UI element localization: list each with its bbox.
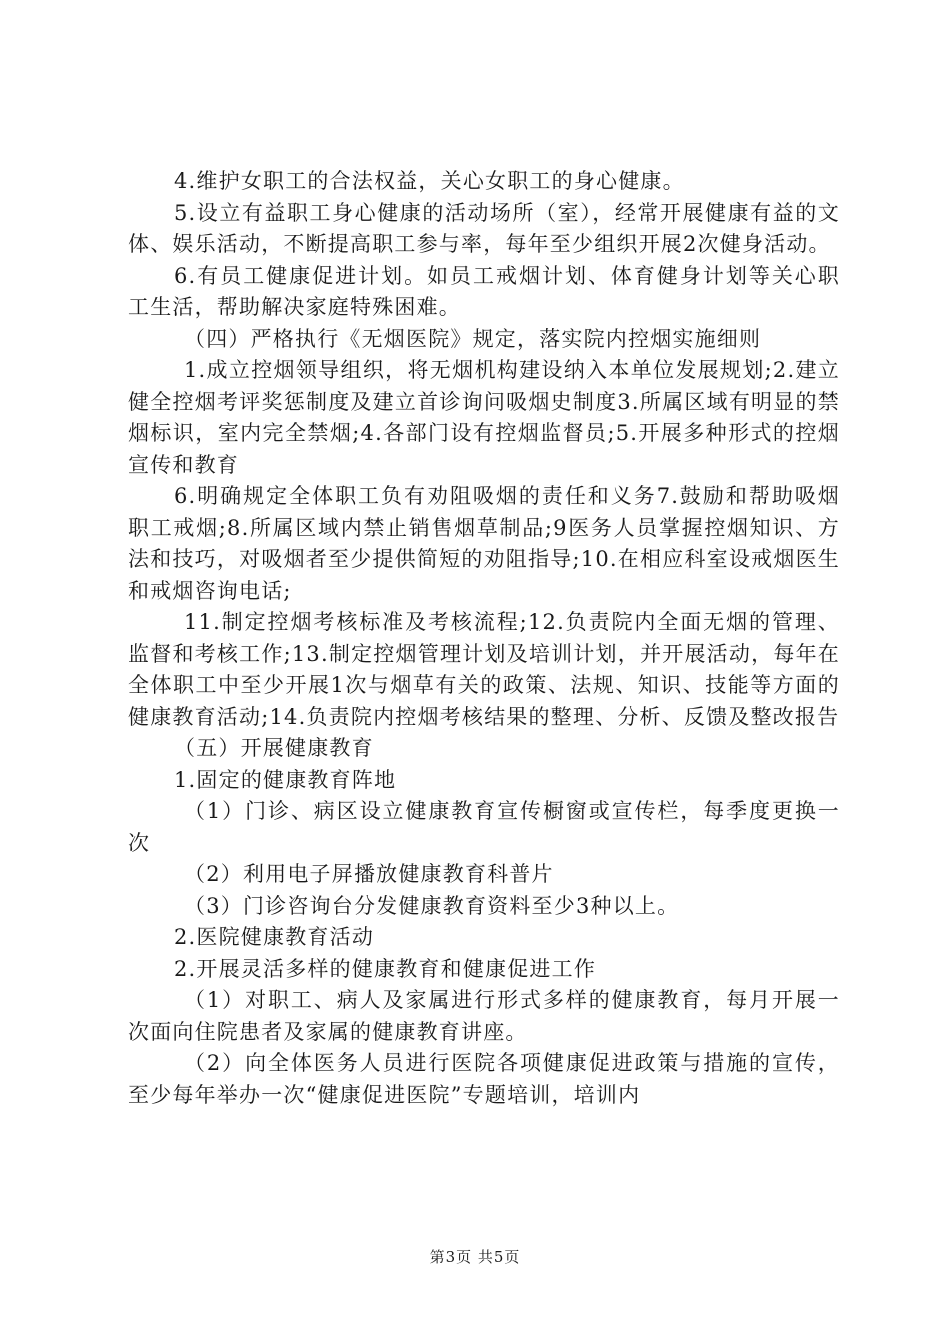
paragraph: 2.医院健康教育活动: [174, 925, 375, 949]
section-heading: （四）严格执行《无烟医院》规定，落实院内控烟实施细则: [184, 326, 762, 351]
paragraph: 4.维护女职工的合法权益，关心女职工的身心健康。: [174, 169, 685, 193]
paragraph: 6.明确规定全体职工负有劝阻吸烟的责任和义务7.鼓励和帮助吸烟职工戒烟;8.所属区域内禁止销售烟草制品;9医务人员掌握控烟知识、方法和技巧，对吸烟者至少提供简短的劝阻指导;10.在相应科室设戒烟医生和戒烟咨询电话;: [128, 484, 840, 603]
page-number-footer: 第3页 共5页: [429, 1248, 521, 1266]
document-body: [128, 166, 840, 1111]
paragraph: 1.固定的健康教育阵地: [174, 767, 397, 792]
paragraph: 6.有员工健康促进计划。如员工戒烟计划、体育健身计划等关心职工生活，帮助解决家庭特殊困难。: [128, 263, 840, 319]
paragraph: 11.制定控烟考核标准及考核流程;12.负责院内全面无烟的管理、监督和考核工作;13.制定控烟管理计划及培训计划，并开展活动，每年在全体职工中至少开展1次与烟草有关的政策、法规、知识、技能等方面的健康教育活动;14.负责院内控烟考核结果的整理、分析、反馈及整改报告: [128, 610, 840, 729]
paragraph: （1）对职工、病人及家属进行形式多样的健康教育，每月开展一次面向住院患者及家属的健康教育讲座。: [128, 988, 840, 1044]
paragraph: 1.成立控烟领导组织，将无烟机构建设纳入本单位发展规划;2.建立健全控烟考评奖惩制度及建立首诊询问吸烟史制度3.所属区域有明显的禁烟标识，室内完全禁烟;4.各部门设有控烟监督员;5.开展多种形式的控烟宣传和教育: [128, 358, 840, 477]
paragraph: （2）利用电子屏播放健康教育科普片: [184, 862, 554, 886]
paragraph: （1）门诊、病区设立健康教育宣传橱窗或宣传栏，每季度更换一次: [128, 799, 840, 855]
paragraph: 2.开展灵活多样的健康教育和健康促进工作: [174, 956, 597, 981]
section-heading: （五）开展健康教育: [174, 736, 374, 760]
paragraph: 5.设立有益职工身心健康的活动场所（室），经常开展健康有益的文体、娱乐活动，不断提高职工参与率，每年至少组织开展2次健身活动。: [128, 200, 840, 256]
paragraph: （2）向全体医务人员进行医院各项健康促进政策与措施的宣传，至少每年举办一次“健康促进医院”专题培训，培训内: [128, 1051, 840, 1107]
paragraph: （3）门诊咨询台分发健康教育资料至少3种以上。: [184, 893, 680, 918]
